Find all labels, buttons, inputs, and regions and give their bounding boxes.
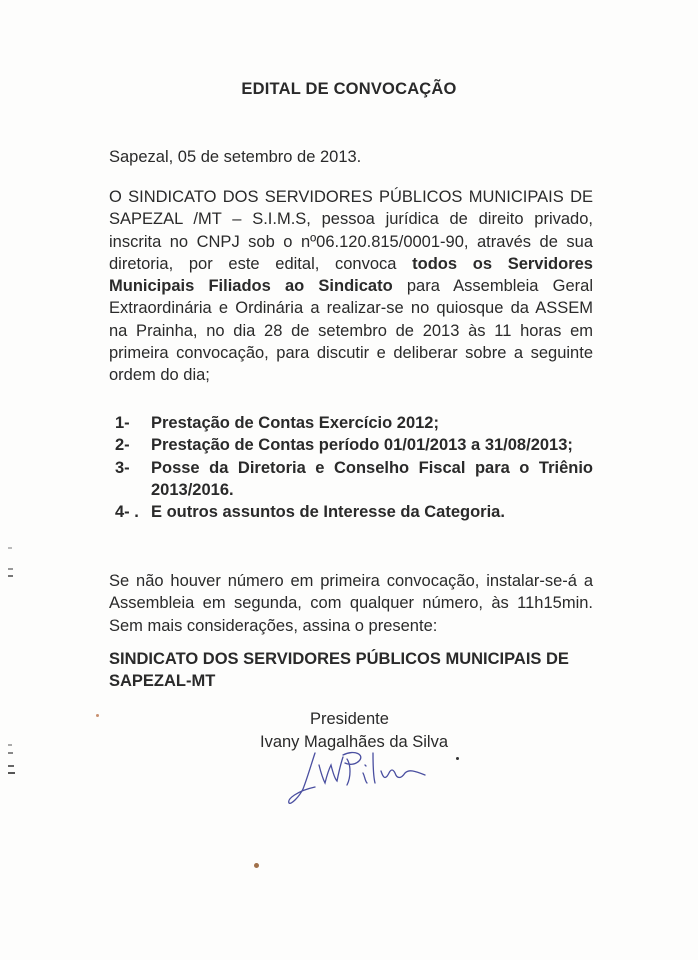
agenda-list bbox=[115, 412, 593, 523]
agenda-item-text: E outros assuntos de Interesse da Categoria. bbox=[151, 503, 505, 522]
paragraph-bold-text: todos os Servidores Municipais Filiados ao Sindicato bbox=[109, 254, 593, 296]
second-call-paragraph: Se não houver número em primeira convocação, instalar-se-á a Assembleia em segunda, com qualquer número, às 11h15min. Sem mais considerações, assina o presente: bbox=[109, 572, 593, 635]
convocation-paragraph bbox=[109, 186, 593, 387]
paper-spot bbox=[96, 714, 99, 717]
edge-mark bbox=[8, 772, 15, 774]
paragraph-text-1: O SINDICATO DOS SERVIDORES PÚBLICOS MUNICIPAIS DE SAPEZAL /MT – S.I.M.S, pessoa jurídica de direito privado, inscrita no CNPJ sob o nº06.120.815/0001-90, através de sua diretoria, por este edital, convoca bbox=[109, 188, 593, 273]
organization-name: SINDICATO DOS SERVIDORES PÚBLICOS MUNICIPAIS DE SAPEZAL-MT bbox=[109, 650, 569, 691]
edge-mark bbox=[8, 575, 13, 577]
agenda-item bbox=[115, 457, 593, 502]
agenda-item-text: Posse da Diretoria e Conselho Fiscal para o Triênio 2013/2016. bbox=[151, 458, 593, 499]
edge-mark bbox=[8, 547, 12, 549]
agenda-item-number: 4- . bbox=[115, 503, 139, 522]
edge-mark bbox=[8, 752, 13, 754]
date-line: Sapezal, 05 de setembro de 2013. bbox=[109, 148, 362, 166]
agenda-item bbox=[115, 412, 593, 434]
signatory-role: Presidente bbox=[310, 710, 389, 728]
document-title: EDITAL DE CONVOCAÇÃO bbox=[241, 80, 457, 98]
agenda-item-text: Prestação de Contas período 01/01/2013 a 31/08/2013; bbox=[151, 436, 573, 455]
handwritten-signature bbox=[285, 745, 435, 810]
agenda-item-number: 1- bbox=[115, 414, 130, 432]
agenda-item-number: 2- bbox=[115, 436, 130, 455]
paper-spot bbox=[456, 757, 459, 760]
agenda-item-text: Prestação de Contas Exercício 2012; bbox=[151, 414, 439, 432]
agenda-item-number: 3- bbox=[115, 458, 130, 477]
edge-mark bbox=[8, 744, 12, 746]
agenda-item bbox=[115, 434, 593, 456]
edge-mark bbox=[8, 765, 14, 767]
paragraph-text-2: para Assembleia Geral Extraordinária e Ordinária a realizar-se no quiosque da ASSEM na Prainha, no dia 28 de setembro de 2013 às 11 horas em primeira convocação, para discutir e deliberar sobre a seguinte ordem do dia; bbox=[109, 277, 593, 385]
agenda-item bbox=[115, 501, 593, 523]
paper-spot bbox=[254, 863, 259, 868]
edge-mark bbox=[8, 568, 13, 570]
signatory-name: Ivany Magalhães da Silva bbox=[260, 733, 449, 751]
